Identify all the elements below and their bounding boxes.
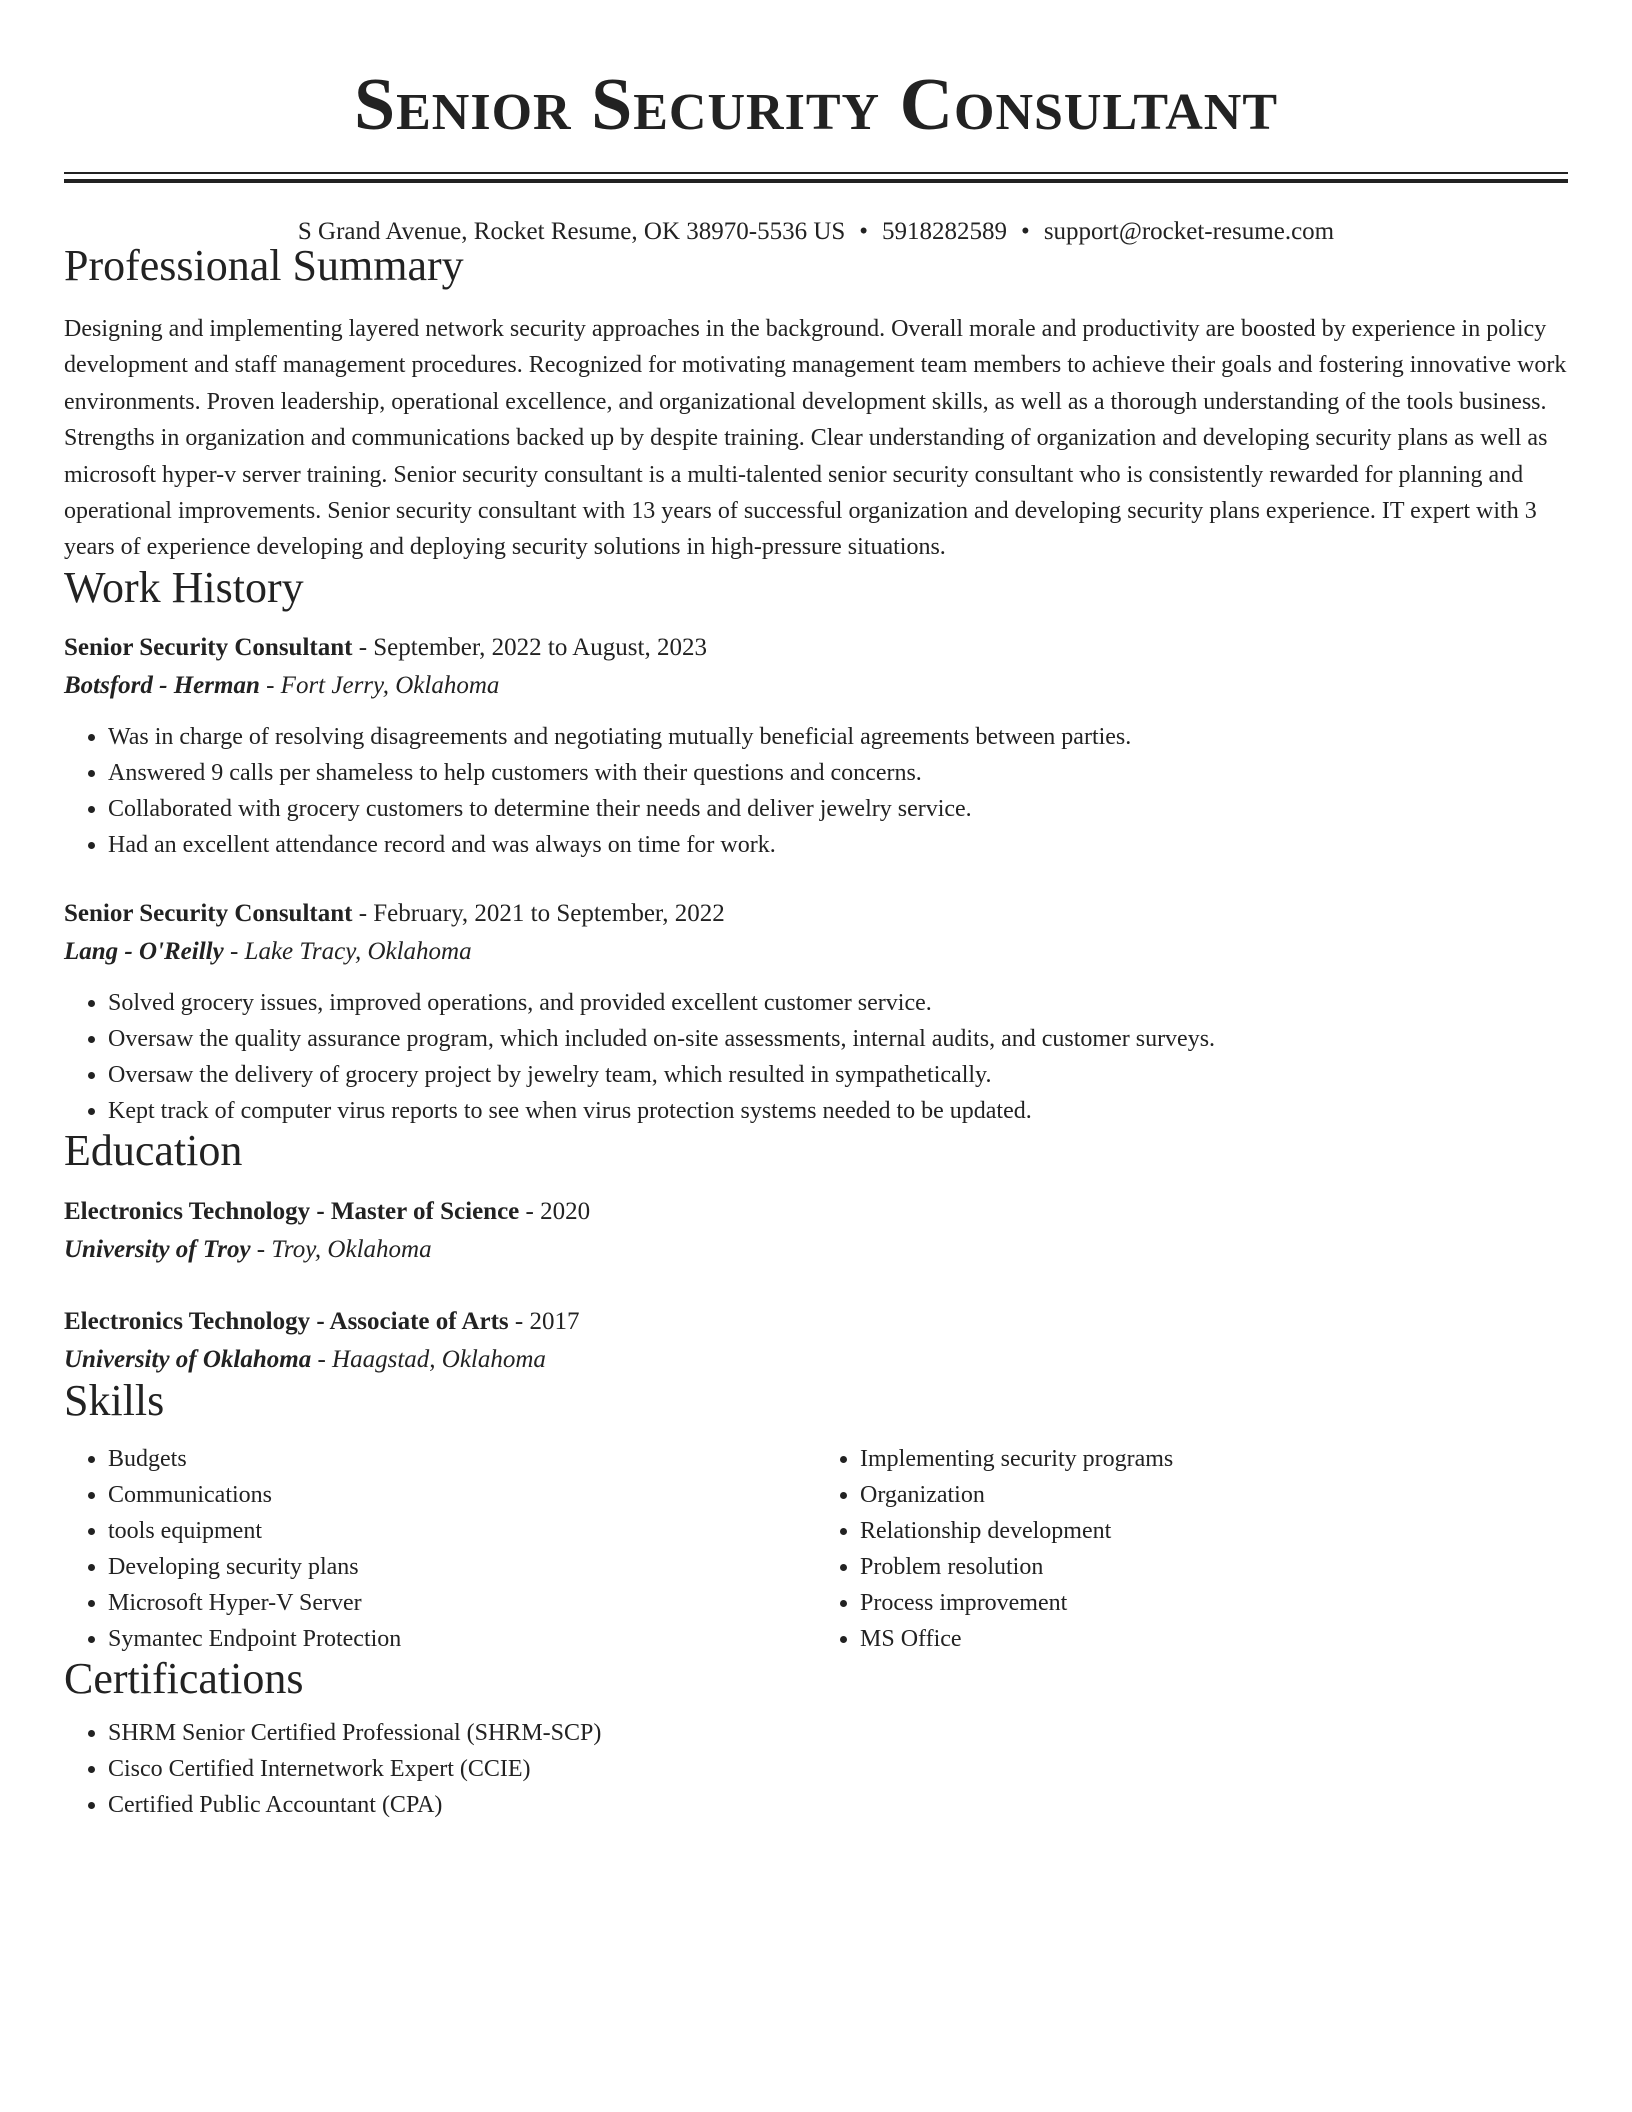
education-location: - Haagstad, Oklahoma [311, 1345, 546, 1373]
education-school-line [64, 1341, 1568, 1379]
contact-separator: • [1021, 218, 1030, 245]
list-item: • Collaborated with grocery customers to determine their needs and deliver jewelry service. [108, 791, 1568, 827]
skills-heading: Skills [64, 1375, 165, 1425]
list-item: • Oversaw the delivery of grocery project by jewelry team, which resulted in sympathetically. [108, 1057, 1568, 1093]
job-location: - Fort Jerry, Oklahoma [259, 671, 500, 699]
work-history-heading: Work History [64, 562, 304, 612]
job-title-line [64, 629, 1568, 667]
header-divider [64, 172, 1568, 183]
certification-item: • SHRM Senior Certified Professional (SHRM-SCP) [108, 1715, 1568, 1751]
job-entry [64, 629, 1568, 863]
education-heading: Education [64, 1125, 243, 1175]
skill-item: • Implementing security programs [860, 1441, 1568, 1477]
job-dates: - February, 2021 to September, 2022 [352, 899, 725, 927]
list-item: • Oversaw the quality assurance program, which included on-site assessments, internal audits, and customer surveys. [108, 1021, 1568, 1057]
skills-column-right [816, 1441, 1568, 1657]
job-title: Senior Security Consultant [64, 633, 353, 661]
contact-email: support@rocket-resume.com [1043, 218, 1335, 245]
job-company-line [64, 933, 1568, 971]
job-company: Lang - O'Reilly [64, 937, 224, 965]
education-year: - 2017 [508, 1307, 580, 1335]
education-degree: Electronics Technology - Associate of Arts [64, 1307, 509, 1335]
skills-column-left [64, 1441, 816, 1657]
skills-grid [64, 1441, 1568, 1657]
skill-item: • Symantec Endpoint Protection [108, 1621, 816, 1657]
contact-address: S Grand Avenue, Rocket Resume, OK 38970-5536 US [297, 218, 846, 245]
skill-item: • tools equipment [108, 1513, 816, 1549]
skill-item: • Budgets [108, 1441, 816, 1477]
education-school: University of Oklahoma [64, 1345, 312, 1373]
education-school: University of Troy [64, 1235, 251, 1263]
list-item: • Answered 9 calls per shameless to help customers with their questions and concerns. [108, 755, 1568, 791]
list-item: • Was in charge of resolving disagreements and negotiating mutually beneficial agreements between parties. [108, 719, 1568, 755]
skill-item: • Process improvement [860, 1585, 1568, 1621]
certification-item: • Certified Public Accountant (CPA) [108, 1787, 1568, 1823]
summary-heading: Professional Summary [64, 241, 464, 290]
job-location: - Lake Tracy, Oklahoma [223, 937, 472, 965]
education-year: - 2020 [519, 1197, 591, 1225]
education-location: - Troy, Oklahoma [250, 1235, 432, 1263]
job-company: Botsford - Herman [64, 671, 260, 699]
list-item: • Solved grocery issues, improved operations, and provided excellent customer service. [108, 985, 1568, 1021]
job-bullets [64, 719, 1568, 863]
job-dates: - September, 2022 to August, 2023 [352, 633, 707, 661]
certifications-heading: Certifications [64, 1653, 304, 1703]
education-entry [64, 1303, 1568, 1379]
education-entry [64, 1193, 1568, 1269]
certifications-list [64, 1715, 1568, 1823]
job-title: Senior Security Consultant [64, 899, 353, 927]
skill-item: • Problem resolution [860, 1549, 1568, 1585]
skill-item: • Communications [108, 1477, 816, 1513]
job-bullets [64, 985, 1568, 1129]
list-item: • Had an excellent attendance record and was always on time for work. [108, 827, 1568, 863]
education-school-line [64, 1231, 1568, 1269]
skill-item: • Organization [860, 1477, 1568, 1513]
summary-text: Designing and implementing layered network security approaches in the background. Overall morale and productivity are boosted by experience in policy development and staff management procedures. Recognized for motivating management team members to achieve their goals and fostering innovative work environments. Proven leadership, operational excellence, and organizational development skills, as well as a thorough understanding of the tools business. Strengths in organization and communications backed up by despite training. Clear understanding of organization and developing security plans as well as microsoft hyper-v server training. Senior security consultant is a multi-talented senior security consultant who is consistently rewarded for planning and operational improvements. Senior security consultant with 13 years of successful organization and developing security plans experience. IT expert with 3 years of experience developing and deploying security solutions in high-pressure situations. [64, 316, 1567, 561]
job-company-line [64, 667, 1568, 705]
job-entry [64, 895, 1568, 1129]
skill-item: • Microsoft Hyper-V Server [108, 1585, 816, 1621]
job-title-line [64, 895, 1568, 933]
certification-item: • Cisco Certified Internetwork Expert (CCIE) [108, 1751, 1568, 1787]
education-degree: Electronics Technology - Master of Science [64, 1197, 520, 1225]
skill-item: • MS Office [860, 1621, 1568, 1657]
education-degree-line [64, 1193, 1568, 1231]
education-degree-line [64, 1303, 1568, 1341]
skill-item: • Relationship development [860, 1513, 1568, 1549]
list-item: • Kept track of computer virus reports to see when virus protection systems needed to be updated. [108, 1093, 1568, 1129]
candidate-name: Senior Security Consultant [353, 64, 1279, 146]
skill-item: • Developing security plans [108, 1549, 816, 1585]
contact-phone: 5918282589 [882, 218, 1008, 245]
contact-separator: • [859, 218, 869, 245]
